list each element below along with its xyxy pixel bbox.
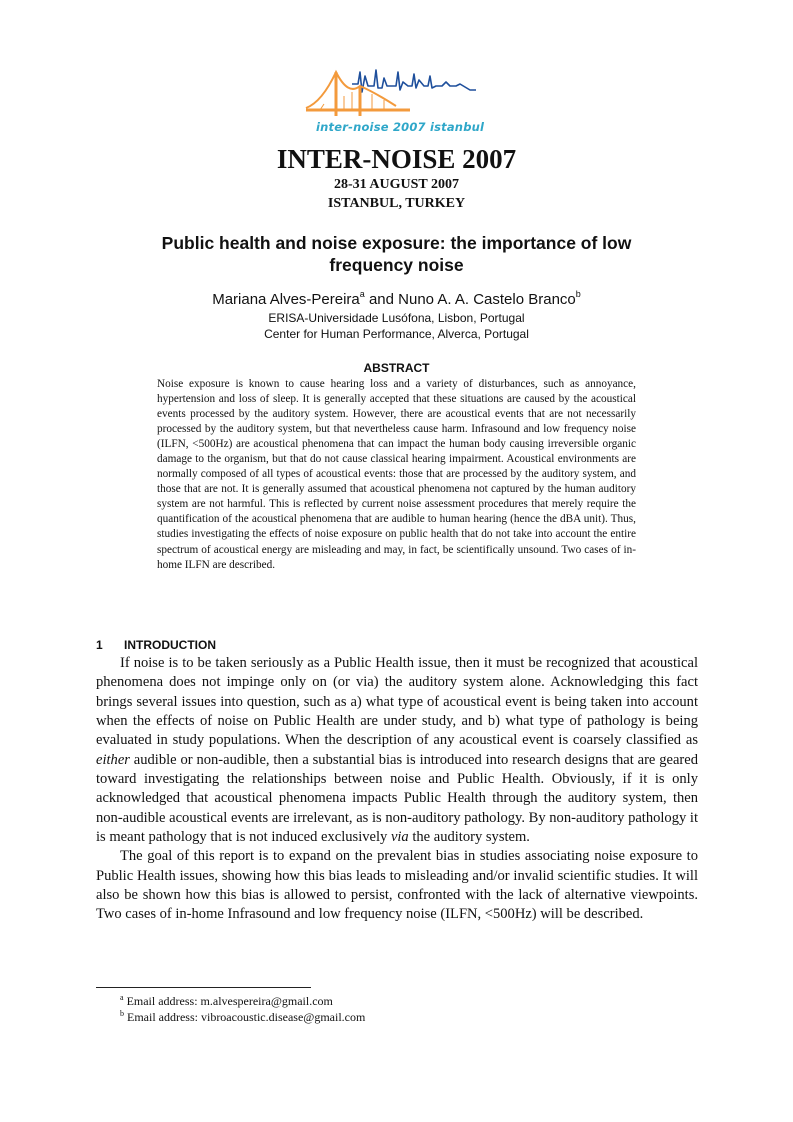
affiliation-2: Center for Human Performance, Alverca, Portugal xyxy=(264,327,529,341)
footnote-a-mark: a xyxy=(120,993,124,1002)
footnote-a-text: Email address: m.alvespereira@gmail.com xyxy=(126,994,333,1008)
section-heading-introduction xyxy=(96,638,216,653)
author-joiner: and xyxy=(364,291,399,308)
introduction-body xyxy=(96,654,698,925)
author-line xyxy=(0,290,793,310)
author-2: Nuno A. A. Castelo Branco xyxy=(398,291,576,308)
intro-paragraph-1 xyxy=(96,654,698,847)
conference-title: INTER-NOISE 2007 xyxy=(276,144,517,174)
paper-title: Public health and noise exposure: the importance of low frequency noise xyxy=(161,233,632,275)
footnote-a xyxy=(120,994,333,1009)
abstract-heading: ABSTRACT xyxy=(363,361,430,375)
conference-location: ISTANBUL, TURKEY xyxy=(327,196,466,211)
abstract-text: Noise exposure is known to cause hearing loss and a variety of disturbances, such as annoyance, hypertension and loss of sleep. It is generally accepted that these situations are caused by the acoustical events processed by the auditory system. However, there are acoustical events that are not necessarily processed by the auditory system, but that nevertheless cause harm. Infrasound and low frequency noise (ILFN, <500Hz) are acoustical phenomena that can impact the human body causing irreversible organic damage to the organism, but that do not cause classical hearing impairment. Acoustical environments are normally composed of all types of acoustical events: those that are processed by the auditory system, and those that are not. It is generally assumed that acoustical phenomena not captured by the human auditory system are not harmful. This is reflected by current noise assessment procedures that merely require the quantification of the acoustical phenomena that are audible to human hearing (hence the dBA unit). Thus, studies investigating the effects of noise exposure on public health that do not take into account the entire spectrum of acoustical energy are misleading and may, in fact, be scientifically unsound. Two cases of in-home ILFN are described. xyxy=(157,378,636,571)
logo-text: inter-noise 2007 istanbul xyxy=(316,120,485,134)
footnote-b-text: Email address: vibroacoustic.disease@gmail.com xyxy=(127,1010,366,1024)
footnote-divider xyxy=(96,987,311,988)
intro-p1-emphasis-via: via xyxy=(390,829,409,846)
affiliation-1: ERISA-Universidade Lusófona, Lisbon, Portugal xyxy=(268,311,525,325)
author-1: Mariana Alves-Pereira xyxy=(212,291,360,308)
footnote-b xyxy=(120,1010,365,1025)
footnote-b-mark: b xyxy=(120,1009,124,1018)
intro-paragraph-2: The goal of this report is to expand on the prevalent bias in studies associating noise exposure to Public Health issues, showing how this bias leads to misleading and/or invalid scientific studies. It will also be shown how this bias is allowed to persist, confronted with the lack of alternative viewpoints. Two cases of in-home Infrasound and low frequency noise (ILFN, <500Hz) will be described. xyxy=(96,848,698,923)
intro-p1-part-c: the auditory system. xyxy=(408,829,530,846)
section-title: INTRODUCTION xyxy=(124,638,216,652)
intro-p1-part-b: audible or non-audible, then a substantial bias is introduced into research designs that are geared toward investigating the relationships between noise and Public Health. Obviously, if it is only acknowledged that acoustical phenomena impacts Public Health through the auditory system, then non-audible acoustical events are irrelevant, as is non-auditory pathology. By non-auditory pathology it is meant pathology that is not induced exclusively xyxy=(96,751,698,846)
author-1-mark: a xyxy=(359,289,365,299)
conference-dates: 28-31 AUGUST 2007 xyxy=(334,177,459,192)
intro-p1-part-a: If noise is to be taken seriously as a Public Health issue, then it must be recognized that acoustical phenomena does not impinge only on (or via) the auditory system alone. Acknowledging this fact brings several issues into question, such as a) what type of acoustical event is being taken into account when the effects of noise on Public Health are under study, and b) what type of pathology is being evaluated in study populations. When the description of any acoustical event is coarsely classified as xyxy=(96,655,698,749)
intro-p1-emphasis-either: either xyxy=(96,751,130,768)
section-number: 1 xyxy=(96,638,103,652)
author-2-mark: b xyxy=(575,289,581,299)
conference-logo xyxy=(300,62,490,140)
bridge-wave-logo-icon xyxy=(300,62,490,122)
